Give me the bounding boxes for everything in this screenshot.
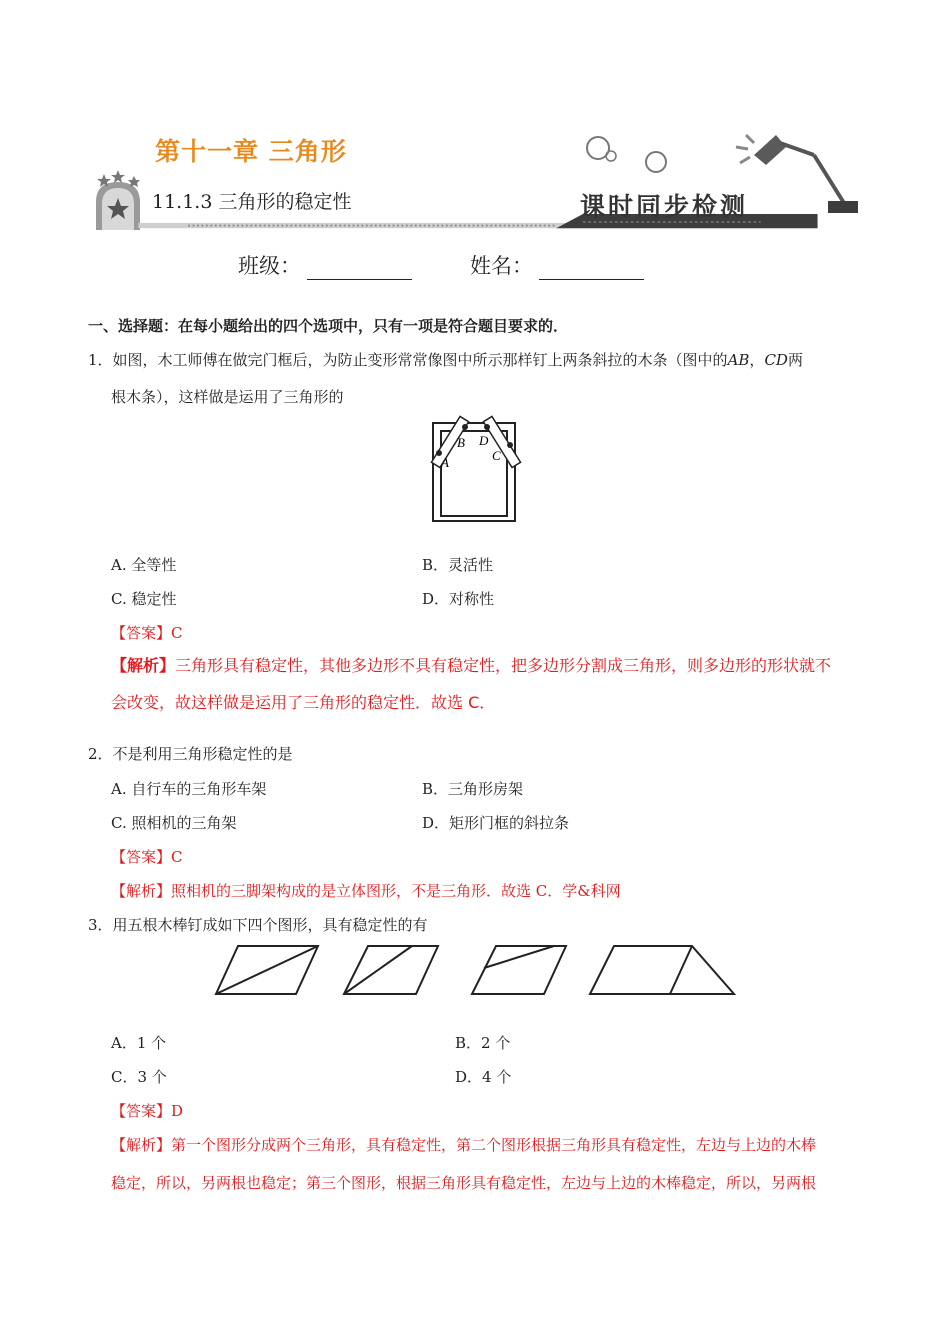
bubble-icon <box>584 134 674 178</box>
q1-analysis-tag: 【解析】 <box>111 656 176 675</box>
q1-answer-value: C <box>171 624 183 642</box>
q2-analysis-text: 照相机的三脚架构成的是立体图形，不是三角形．故选 C．学&科网 <box>171 882 621 900</box>
q2-option-d[interactable]: D．矩形门框的斜拉条 <box>422 814 570 832</box>
q1-answer-tag: 【答案】 <box>111 624 172 642</box>
fig-label-c: C <box>492 448 501 463</box>
q1-var-ab: AB <box>727 351 750 369</box>
q2-option-c[interactable]: C. 照相机的三角架 <box>111 814 237 832</box>
section-title: 11.1.3 三角形的稳定性 <box>152 191 352 213</box>
q3-answer-value: D <box>171 1102 184 1120</box>
q1-option-c[interactable]: C. 稳定性 <box>111 590 177 608</box>
q2-answer-tag: 【答案】 <box>111 848 172 866</box>
class-field[interactable] <box>238 250 412 280</box>
q3-stem <box>88 915 428 935</box>
part-heading: 一、选择题：在每小题给出的四个选项中，只有一项是符合题目要求的． <box>88 317 569 335</box>
door-frame-figure <box>425 413 525 525</box>
q1-option-b[interactable]: B．灵活性 <box>422 556 494 574</box>
q2-analysis-tag: 【解析】 <box>111 882 172 900</box>
q3-figures <box>210 940 740 1000</box>
q3-analysis-text1: 第一个图形分成两个三角形，具有稳定性，第二个图形根据三角形具有稳定性，左边与上边的木棒 <box>171 1136 817 1154</box>
q3-answer-tag: 【答案】 <box>111 1102 172 1120</box>
q1-analysis-line1 <box>111 656 831 676</box>
q3-analysis-line2: 稳定，所以，另两根也稳定；第三个图形，根据三角形具有稳定性，左边与上边的木棒稳定，所以，另两根 <box>111 1174 817 1192</box>
q2-answer <box>111 847 183 867</box>
q1-sep: ， <box>749 351 765 369</box>
q2-stem-text: 不是利用三角形稳定性的是 <box>112 745 293 763</box>
q3-number: 3． <box>88 916 113 934</box>
q1-number: 1． <box>88 351 113 369</box>
q3-option-c[interactable]: C．3 个 <box>111 1068 167 1086</box>
name-label: 姓名： <box>470 254 533 278</box>
chapter-title: 第十一章 三角形 <box>155 137 347 166</box>
fig-label-b: B <box>457 435 465 450</box>
fig-label-a: A <box>441 455 449 470</box>
q1-answer <box>111 623 183 643</box>
q3-answer <box>111 1101 183 1121</box>
class-blank[interactable] <box>307 259 412 280</box>
desk-lamp-icon <box>734 125 862 217</box>
q1-var-cd: CD <box>764 351 788 369</box>
q1-option-a[interactable]: A. 全等性 <box>111 556 177 574</box>
q3-analysis-line1 <box>111 1135 816 1155</box>
name-blank[interactable] <box>539 259 644 280</box>
q2-number: 2． <box>88 745 113 763</box>
q1-analysis-text1: 三角形具有稳定性，其他多边形不具有稳定性，把多边形分割成三角形，则多边形的形状就不 <box>175 656 832 675</box>
q3-option-b[interactable]: B．2 个 <box>455 1034 511 1052</box>
q3-option-d[interactable]: D．4 个 <box>455 1068 512 1086</box>
q2-stem <box>88 744 293 764</box>
q1-stem-line2: 根木条），这样做是运用了三角形的 <box>111 388 344 406</box>
fig-label-d: D <box>479 433 489 448</box>
q3-option-a[interactable]: A．1 个 <box>111 1034 167 1052</box>
q1-stem-post: 两 <box>787 351 803 369</box>
name-field[interactable] <box>470 250 644 280</box>
q1-stem-text: 如图，木工师傅在做完门框后，为防止变形常常像图中所示那样钉上两条斜拉的木条（图中的 <box>112 351 728 369</box>
brand-title: 课时同步检测 <box>580 192 749 221</box>
q1-analysis-line2: 会改变，故这样做是运用了三角形的稳定性．故选 C． <box>111 693 496 712</box>
q3-analysis-tag: 【解析】 <box>111 1136 172 1154</box>
q1-stem-line1 <box>88 350 803 370</box>
q2-answer-value: C <box>171 848 183 866</box>
class-label: 班级： <box>238 254 301 278</box>
q1-option-d[interactable]: D．对称性 <box>422 590 495 608</box>
q2-option-b[interactable]: B．三角形房架 <box>422 780 524 798</box>
q2-option-a[interactable]: A. 自行车的三角形车架 <box>111 780 267 798</box>
q2-analysis <box>111 881 621 901</box>
q3-stem-text: 用五根木棒钉成如下四个图形，具有稳定性的有 <box>112 916 428 934</box>
